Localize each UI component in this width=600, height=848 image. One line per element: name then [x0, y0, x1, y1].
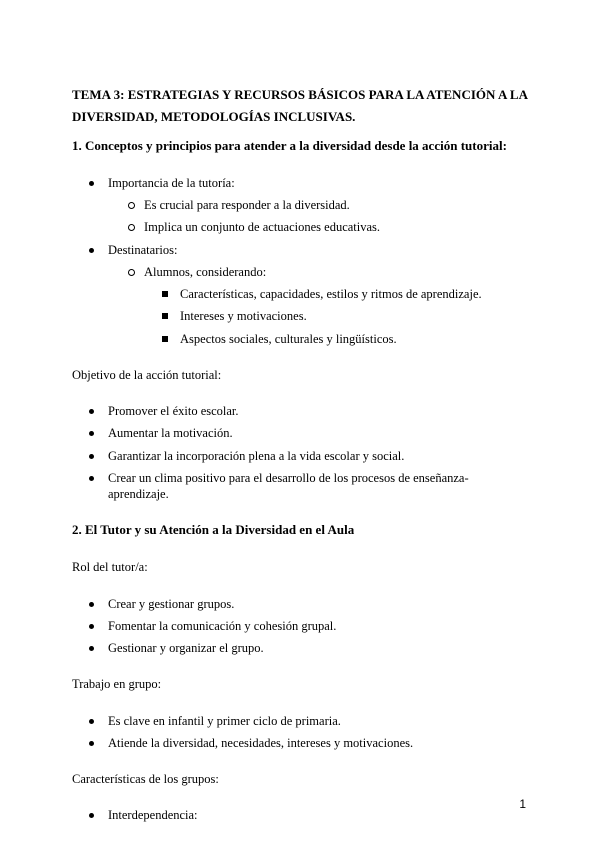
sublist-importancia [108, 197, 528, 236]
subsublist-item [144, 308, 528, 324]
list-item-text: Fomentar la comunicación y cohesión grupal. [108, 618, 337, 633]
bullet-disc-icon [89, 719, 94, 724]
list-item [72, 618, 528, 634]
list-item [72, 425, 528, 441]
group-work-label: Trabajo en grupo: [72, 677, 162, 692]
bullet-disc-icon [89, 181, 94, 186]
characteristics-list [72, 807, 528, 823]
bullet-disc-icon [89, 454, 94, 459]
section-1-heading: 1. Conceptos y principios para atender a la diversidad desde la acción tutorial: [72, 138, 507, 153]
group-work-list [72, 713, 528, 752]
title-line-2: DIVERSIDAD, METODOLOGÍAS INCLUSIVAS. [72, 109, 356, 124]
list-item [72, 596, 528, 612]
title-line-1: TEMA 3: ESTRATEGIAS Y RECURSOS BÁSICOS PARA LA ATENCIÓN A LA [72, 87, 528, 102]
list-item-text: Crear y gestionar grupos. [108, 596, 235, 611]
bullet-disc-icon [89, 248, 94, 253]
bullet-square-icon [162, 313, 168, 319]
bullet-circle-icon [128, 224, 135, 231]
sublist-item-text: Implica un conjunto de actuaciones educativas. [144, 220, 381, 235]
characteristics-label: Características de los grupos: [72, 772, 219, 787]
objectives-list [72, 403, 528, 502]
list-item [72, 403, 528, 419]
bullet-disc-icon [89, 813, 94, 818]
document-page [72, 84, 528, 844]
document-title [72, 84, 528, 128]
section-1-list [72, 175, 528, 347]
list-item [72, 735, 528, 751]
bullet-disc-icon [89, 476, 94, 481]
subsublist-item [144, 286, 528, 302]
list-item-text: Gestionar y organizar el grupo. [108, 641, 264, 656]
list-item-text: Interdependencia: [108, 808, 198, 823]
subsublist-item [144, 331, 528, 347]
list-item [72, 448, 528, 464]
list-item [72, 640, 528, 656]
bullet-disc-icon [89, 602, 94, 607]
list-item-importancia [72, 175, 528, 236]
bullet-disc-icon [89, 409, 94, 414]
section-2-heading: 2. El Tutor y su Atención a la Diversidad en el Aula [72, 522, 355, 538]
list-item [72, 713, 528, 729]
list-item-label: Importancia de la tutoría: [108, 175, 235, 190]
subsublist-item-text: Aspectos sociales, culturales y lingüísticos. [180, 331, 397, 346]
list-item-text: Aumentar la motivación. [108, 426, 233, 441]
sublist-destinatarios [108, 264, 528, 347]
list-item-label: Destinatarios: [108, 242, 178, 257]
page-number: 1 [519, 797, 526, 811]
sublist-item [108, 219, 528, 235]
bullet-circle-icon [128, 202, 135, 209]
bullet-disc-icon [89, 624, 94, 629]
role-label: Rol del tutor/a: [72, 560, 148, 575]
bullet-disc-icon [89, 646, 94, 651]
bullet-disc-icon [89, 741, 94, 746]
sublist-item [108, 264, 528, 347]
list-item-text: Crear un clima positivo para el desarrollo de los procesos de enseñanza-aprendizaje. [108, 470, 469, 502]
sublist-item [108, 197, 528, 213]
list-item-text: Atiende la diversidad, necesidades, intereses y motivaciones. [108, 735, 414, 750]
subsublist-item-text: Características, capacidades, estilos y ritmos de aprendizaje. [180, 287, 482, 302]
bullet-square-icon [162, 336, 168, 342]
list-item-text: Es clave en infantil y primer ciclo de primaria. [108, 713, 341, 728]
bullet-square-icon [162, 291, 168, 297]
sublist-item-text: Alumnos, considerando: [144, 264, 267, 279]
sublist-item-text: Es crucial para responder a la diversidad. [144, 198, 350, 213]
bullet-disc-icon [89, 431, 94, 436]
roles-list [72, 596, 528, 657]
objective-label: Objetivo de la acción tutorial: [72, 367, 222, 382]
list-item [72, 470, 528, 503]
subsublist-alumnos [144, 286, 528, 347]
list-item-destinatarios [72, 242, 528, 347]
subsublist-item-text: Intereses y motivaciones. [180, 309, 307, 324]
list-item-text: Promover el éxito escolar. [108, 404, 239, 419]
list-item-text: Garantizar la incorporación plena a la vida escolar y social. [108, 448, 405, 463]
list-item [72, 807, 528, 823]
bullet-circle-icon [128, 269, 135, 276]
